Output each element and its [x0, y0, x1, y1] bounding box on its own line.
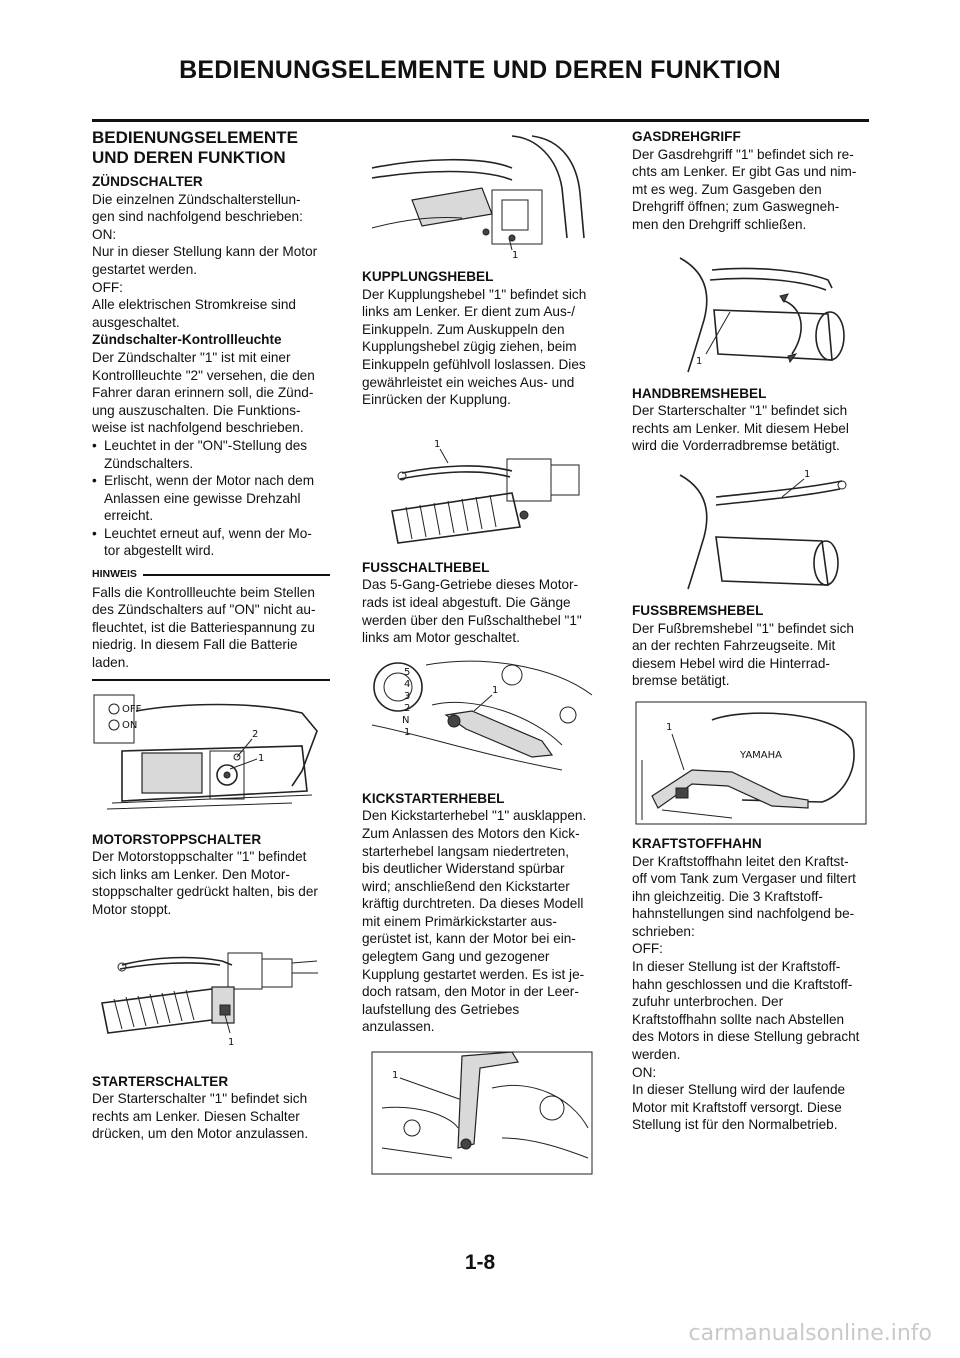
text-line: gerüstet ist, kann der Motor bei ein- [362, 931, 576, 947]
text-line: In dieser Stellung ist der Kraftstoff- [632, 959, 841, 975]
text-line: off vom Tank zum Vergaser und filtert [632, 871, 856, 887]
page-header-title: BEDIENUNGSELEMENTE UND DEREN FUNKTION [179, 56, 781, 84]
text-line: Motor mit Kraftstoff versorgt. Diese [632, 1099, 842, 1115]
fig-callout-1: 1 [392, 1070, 399, 1082]
text-line: an der rechten Fahrzeugseite. Mit [632, 638, 836, 654]
gear-label: 3 [404, 690, 411, 702]
text-line: Kupplung gestartet werden. Es ist je- [362, 966, 585, 982]
text-line: Einkuppeln. Zum Auskuppeln den [362, 321, 565, 337]
text-line: gen sind nachfolgend beschrieben: [92, 209, 303, 225]
fig-callout-2: 2 [252, 728, 259, 740]
heading-fusschalthebel: FUSSCHALTHEBEL [362, 559, 490, 575]
header-rule [92, 119, 869, 122]
fig-callout-1: 1 [696, 355, 703, 367]
kickstarter-lever-figure [362, 1048, 600, 1178]
text-line: links am Motor geschaltet. [362, 630, 520, 646]
fig-callout-1: 1 [434, 438, 441, 450]
text-line: Der Zündschalter "1" ist mit einer [92, 349, 291, 365]
column-1 [92, 128, 330, 1143]
heading-motorstoppschalter: MOTORSTOPPSCHALTER [92, 831, 262, 847]
bullet-line: tor abgestellt wird. [104, 543, 215, 559]
engine-stop-switch-figure [92, 933, 330, 1055]
column-3 [632, 128, 870, 1134]
rear-brake-pedal-figure [632, 700, 870, 825]
throttle-grip-figure [632, 250, 870, 375]
text-line: Einrücken der Kupplung. [362, 392, 511, 408]
text-line: mit einem Primärkickstarter aus- [362, 913, 557, 929]
text-line: drücken, um den Motor anzulassen. [92, 1126, 309, 1142]
bullet-line: Zündschalters. [104, 455, 194, 471]
text-line: gestartet werden. [92, 261, 198, 277]
text-line: Kontrollleuchte "2" versehen, die den [92, 367, 315, 383]
front-brake-lever-figure [632, 467, 870, 592]
text-line: weise ist nachfolgend beschrieben. [92, 420, 304, 436]
text-line: ung auszuschalten. Die Funktions- [92, 402, 301, 418]
heading-kontrollleuchte: Zündschalter-Kontrollleuchte [92, 332, 282, 348]
hinweis-box [92, 566, 330, 681]
text-line: laufstellung des Getriebes [362, 1001, 520, 1017]
text-line: stoppschalter gedrückt halten, bis der [92, 884, 318, 900]
bullet-item [92, 437, 330, 472]
bullet-line: Anlassen eine gewisse Drehzahl [104, 490, 301, 506]
hinweis-label: HINWEIS [92, 568, 137, 581]
text-line: rechts am Lenker. Mit diesem Hebel [632, 420, 849, 436]
text-line: niedrig. In diesem Fall die Batterie [92, 637, 298, 653]
hinweis-end-rule [92, 679, 330, 681]
text-line: men den Drehgriff schließen. [632, 216, 807, 232]
text-line: zufuhr unterbrochen. Der [632, 994, 784, 1010]
text-line: Der Fußbremshebel "1" befindet sich [632, 620, 854, 636]
heading-starterschalter: STARTERSCHALTER [92, 1073, 229, 1089]
gear-label: 1 [404, 726, 411, 738]
text-line: ausgeschaltet. [92, 314, 180, 330]
text-line: Der Kupplungshebel "1" befindet sich [362, 286, 587, 302]
text-line: Der Starterschalter "1" befindet sich [92, 1091, 308, 1107]
text-line: Die einzelnen Zündschalterstellun- [92, 191, 301, 207]
text-line: Zum Anlassen des Motors den Kick- [362, 825, 580, 841]
text-line: chts am Lenker. Er gibt Gas und nim- [632, 164, 857, 180]
gear-label: 2 [404, 702, 411, 714]
text-line: Fahrer daran erinnern soll, die Zünd- [92, 385, 314, 401]
bullet-line: • Leuchtet in der "ON"-Stellung des [104, 437, 308, 453]
text-line: werden über den Fußschalthebel "1" [362, 612, 582, 628]
bullet-item [92, 472, 330, 525]
text-line: des Motors in diese Stellung gebracht [632, 1029, 860, 1045]
text-line: ON: [92, 226, 117, 242]
text-line: Der Starterschalter "1" befindet sich [632, 403, 848, 419]
text-line: OFF: [92, 279, 123, 295]
text-line: gewährleistet ein weiches Aus- und [362, 374, 575, 390]
bullet-line: erreicht. [104, 508, 154, 524]
text-line: kräftig durchtreten. Da dieses Modell [362, 896, 584, 912]
column-2 [362, 128, 600, 1188]
section-title-line: BEDIENUNGSELEMENTE [92, 128, 298, 147]
heading-handbremshebel: HANDBREMSHEBEL [632, 385, 767, 401]
text-line: Der Kraftstoffhahn leitet den Kraftst- [632, 853, 849, 869]
text-line: Kupplungshebel zügig ziehen, beim [362, 339, 577, 355]
heading-kickstarterhebel: KICKSTARTERHEBEL [362, 790, 505, 806]
text-line: bremse betätigt. [632, 673, 730, 689]
text-line: diesem Hebel wird die Hinterrad- [632, 655, 830, 671]
text-line: ihn gleichzeitig. Die 3 Kraftstoff- [632, 888, 823, 904]
text-line: Das 5-Gang-Getriebe dieses Motor- [362, 577, 579, 593]
page-number: 1-8 [464, 1251, 496, 1274]
text-line: gelegtem Gang und gezogener [362, 949, 550, 965]
text-line: laden. [92, 655, 130, 671]
text-line: rads ist ideal abgestuft. Die Gänge [362, 594, 571, 610]
gear-label: N [402, 714, 410, 726]
ignition-switch-figure [92, 691, 330, 821]
text-line: Stellung ist für den Normalbetrieb. [632, 1117, 838, 1133]
text-line: rechts am Lenker. Diesen Schalter [92, 1108, 300, 1124]
shift-lever-figure [362, 655, 600, 780]
text-line: mt es weg. Zum Gasgeben den [632, 181, 822, 197]
text-line: hahnstellungen sind nachfolgend be- [632, 906, 855, 922]
text-line: Alle elektrischen Stromkreise sind [92, 297, 296, 313]
fig-callout-1: 1 [492, 684, 499, 696]
text-line: schrieben: [632, 923, 695, 939]
heading-gasdrehgriff: GASDREHGRIFF [632, 129, 741, 144]
watermark: carmanualsonline.info [688, 1321, 932, 1346]
fig-callout-1: 1 [666, 721, 673, 733]
heading-fussbremshebel: FUSSBREMSHEBEL [632, 602, 764, 618]
text-line: Der Motorstoppschalter "1" befindet [92, 849, 307, 865]
text-line: Motor stoppt. [92, 902, 172, 917]
text-line: sich links am Lenker. Den Motor- [92, 866, 290, 882]
bullet-item [92, 525, 330, 560]
bullet-line: • Erlischt, wenn der Motor nach dem [104, 473, 315, 489]
text-line: hahn geschlossen und die Kraftstoff- [632, 976, 853, 992]
gear-label: 5 [404, 666, 411, 678]
text-line: wird die Vorderradbremse betätigt. [632, 438, 840, 454]
fig-callout-1: 1 [258, 752, 265, 764]
text-line: Nur in dieser Stellung kann der Motor [92, 244, 318, 260]
text-line: In dieser Stellung wird der laufende [632, 1082, 846, 1098]
text-line: werden. [632, 1047, 681, 1063]
fig-label-off: OFF [122, 703, 142, 715]
text-line: des Zündschalters auf "ON" nicht au- [92, 602, 316, 618]
bullet-line: • Leuchtet erneut auf, wenn der Mo- [104, 525, 312, 541]
text-line: Kraftstoffhahn sollte nach Abstellen [632, 1011, 845, 1027]
fig-callout-1: 1 [228, 1036, 235, 1048]
text-line: OFF: [632, 941, 663, 957]
text-line: Einkuppeln gefühlvoll loslassen. Dies [362, 356, 586, 372]
heading-kupplungshebel: KUPPLUNGSHEBEL [362, 269, 494, 284]
fig-label-on: ON [122, 719, 138, 731]
section-title-line: UND DEREN FUNKTION [92, 148, 286, 167]
fig-callout-1: 1 [804, 468, 811, 480]
fig-callout-1: 1 [512, 250, 519, 258]
text-line: Falls die Kontrollleuchte beim Stellen [92, 584, 315, 600]
gear-label: 4 [404, 678, 411, 690]
text-line: Der Gasdrehgriff "1" befindet sich re- [632, 146, 854, 162]
text-line: Drehgriff öffnen; zum Gaswegneh- [632, 199, 840, 215]
hinweis-tag [92, 566, 330, 584]
text-line: anzulassen. [362, 1019, 435, 1035]
text-line: Den Kickstarterhebel "1" ausklappen. [362, 808, 587, 824]
text-line: bis deutlicher Widerstand spürbar [362, 861, 565, 877]
text-line: ON: [632, 1064, 657, 1080]
heading-zuendschalter: ZÜNDSCHALTER [92, 174, 203, 189]
hinweis-rule [143, 574, 330, 576]
text-line: starterhebel langsam niedertreten, [362, 843, 570, 859]
clutch-lever-figure [362, 431, 600, 549]
section-title [92, 128, 330, 168]
text-line: links am Lenker. Er dient zum Aus-/ [362, 304, 576, 320]
text-line: doch ratsam, den Motor in der Leer- [362, 984, 579, 1000]
heading-kraftstoffhahn: KRAFTSTOFFHAHN [632, 835, 762, 851]
fig-brand-text: YAMAHA [740, 749, 783, 761]
clutch-lever-top-figure [362, 128, 600, 258]
text-line: wird; anschließend den Kickstarter [362, 878, 570, 894]
text-line: fleuchtet, ist die Batteriespannung zu [92, 619, 315, 635]
